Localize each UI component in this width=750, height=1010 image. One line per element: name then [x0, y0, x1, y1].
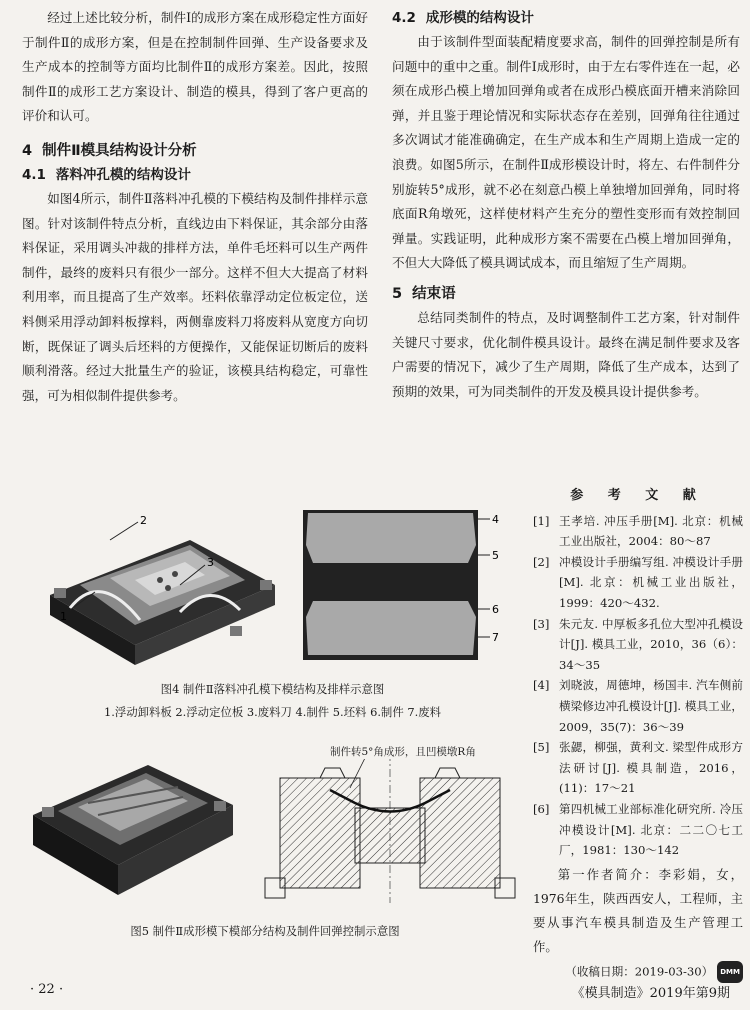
reference-item: [533, 614, 743, 676]
section-title: 制件Ⅱ模具结构设计分析: [42, 142, 197, 159]
figure5-section-drawing: [260, 748, 522, 908]
figure4-layout-diagram: [298, 505, 513, 670]
reference-number: [2]: [533, 554, 550, 569]
reference-item: [533, 675, 743, 737]
author-text: 第一作者简介：李彩娟，女，1976年生，陕西西安人，工程师，主要从事汽车模具制造及生产管理工作。: [533, 866, 743, 954]
reference-text: 王孝培. 冲压手册[M]. 北京：机械工业出版社，2004：80～87: [559, 513, 743, 549]
subsection-title: 成形模的结构设计: [425, 10, 534, 26]
reference-text: 刘晓波，周德坤，杨国丰. 汽车侧前横梁修边冲孔模设计[J]. 模具工业，2009，35(7)：36～39: [559, 678, 743, 734]
reference-text: 冲模设计手册编写组. 冲模设计手册[M]. 北京：机械工业出版社，1999：420～432.: [559, 554, 743, 610]
reference-text: 朱元友. 中厚板多孔位大型冲孔模设计[J]. 模具工业，2010，36（6）：34～35: [559, 616, 743, 672]
page-number: · 22 ·: [30, 982, 64, 997]
figure4-legend: 1.浮动卸料板 2.浮动定位板 3.废料刀 4.制件 5.坯料 6.制件 7.废料: [103, 705, 441, 719]
author-bio: [533, 863, 743, 959]
references-title: 参 考 文 献: [570, 488, 706, 503]
subsection-title: 落料冲孔模的结构设计: [55, 166, 191, 183]
figure5-caption: 图5 制件Ⅱ成形模下模部分结构及制件回弹控制示意图: [130, 924, 400, 938]
figure-label: 3: [207, 556, 214, 569]
section-heading-4: [22, 139, 368, 163]
reference-number: [1]: [533, 513, 550, 528]
paragraph: 如图4所示，制件Ⅱ落料冲孔模的下模结构及制件排样示意图。针对该制件特点分析，直线边由下料保证，其余部分由落料保证，采用调头冲裁的排样方法，单件毛坯料可以生产两件制件，最终的废料只有很少一部分。这样不但大大提高了材料利用率，而且提高了生产效率。坯料依靠浮动定位板定位，送料侧采用浮动卸料板撑料，两侧靠废料刀将废料从宽度方向切断，既保证了调头后坯料的方便操作，又能保证切断后的废料顺利滑落。经过大批量生产的验证，该模具结构稳定，可靠性强，可为相似制件提供参考。: [22, 190, 368, 403]
figure-label: 5: [492, 549, 499, 562]
reference-number: [4]: [533, 678, 550, 693]
reference-item: [533, 511, 743, 552]
figure4-die-photo: [40, 500, 280, 670]
figure-label: 4: [492, 513, 499, 526]
reference-text: 张勰，柳强，黄利文. 梁型件成形方法研讨[J]. 模具制造，2016，(11)：17～21: [559, 740, 743, 796]
section-heading-5: [392, 282, 740, 306]
figure5-die-photo: [28, 745, 238, 905]
reference-number: [3]: [533, 616, 550, 631]
journal-logo-badge: DMM: [717, 961, 743, 984]
subsection-number: 4.1: [22, 166, 46, 183]
reference-item: [533, 799, 743, 861]
received-text: （收稿日期：2019-03-30）: [565, 963, 714, 978]
section-drawing-illustration: [260, 748, 522, 908]
reference-item: [533, 737, 743, 799]
paragraph: 由于该制件型面装配精度要求高，制件的回弹控制是所有问题中的重中之重。制件Ⅰ成形时，由于左右零件连在一起，必须在成形凸模上增加回弹角或者在成形凸模底面开槽来消除回弹，并且鉴于理论情况和实际状态存在差别，回弹角往往通过多次调试才能准确确定，在生产成本和生产周期上造成一定的浪费。如图5所示，在制件Ⅱ成形模设计时，将左、右件制件分别旋转5°成形，就不必在刻意凸模上单独增加回弹角，同时将底面R角墩死，这样使材料产生充分的塑性变形而有效控制回弹量。实践证明，此种成形方案不需要在凸模上增加回弹角，不但大大降低了模具调试成本，而且缩短了生产周期。: [392, 34, 740, 271]
figure5-annotation: 制件转5°角成形，且凹模墩R角: [330, 746, 476, 758]
journal-issue: 《模具制造》2019年第9期: [571, 986, 730, 1001]
die-photo-illustration: [28, 745, 238, 905]
reference-item: [533, 552, 743, 614]
figure-label: 2: [140, 514, 147, 527]
right-column: [392, 6, 740, 404]
die-photo-illustration: [40, 500, 280, 670]
reference-number: [6]: [533, 801, 550, 816]
received-date: [533, 961, 743, 984]
section-title: 结束语: [412, 285, 456, 302]
reference-text: 第四机械工业部标准化研究所. 冷压冲模设计[M]. 北京：二二〇七工厂，1981：130～142: [559, 801, 743, 858]
reference-number: [5]: [533, 740, 550, 755]
references-section: [533, 486, 743, 983]
section-number: 4: [22, 142, 33, 159]
figure-label: 7: [492, 631, 499, 644]
subsection-heading-4-2: [392, 6, 740, 30]
paragraph: 经过上述比较分析，制件Ⅰ的成形方案在成形稳定性方面好于制件Ⅱ的成形方案，但是在控制制件回弹、生产设备要求及生产成本的控制等方面均比制件Ⅱ的成形方案差。因此，按照制件Ⅱ的成形工艺方案设计、制造的模具，得到了客户更高的评价和认可。: [22, 10, 368, 124]
left-column: [22, 6, 368, 408]
figure4-caption: 图4 制件Ⅱ落料冲孔模下模结构及排样示意图: [160, 682, 385, 696]
subsection-heading-4-1: [22, 163, 368, 187]
section-number: 5: [392, 285, 403, 302]
figure-label: 6: [492, 603, 499, 616]
paragraph: 总结同类制件的特点，及时调整制件工艺方案，针对制件关键尺寸要求，优化制件模具设计。最终在满足制件要求及客户需要的情况下，减少了生产周期，降低了生产成本，达到了预期的效果，可为同类制件的开发及模具设计提供参考。: [392, 309, 740, 399]
figure-label: 1: [60, 610, 67, 623]
subsection-number: 4.2: [392, 10, 416, 26]
layout-illustration: [298, 505, 513, 670]
